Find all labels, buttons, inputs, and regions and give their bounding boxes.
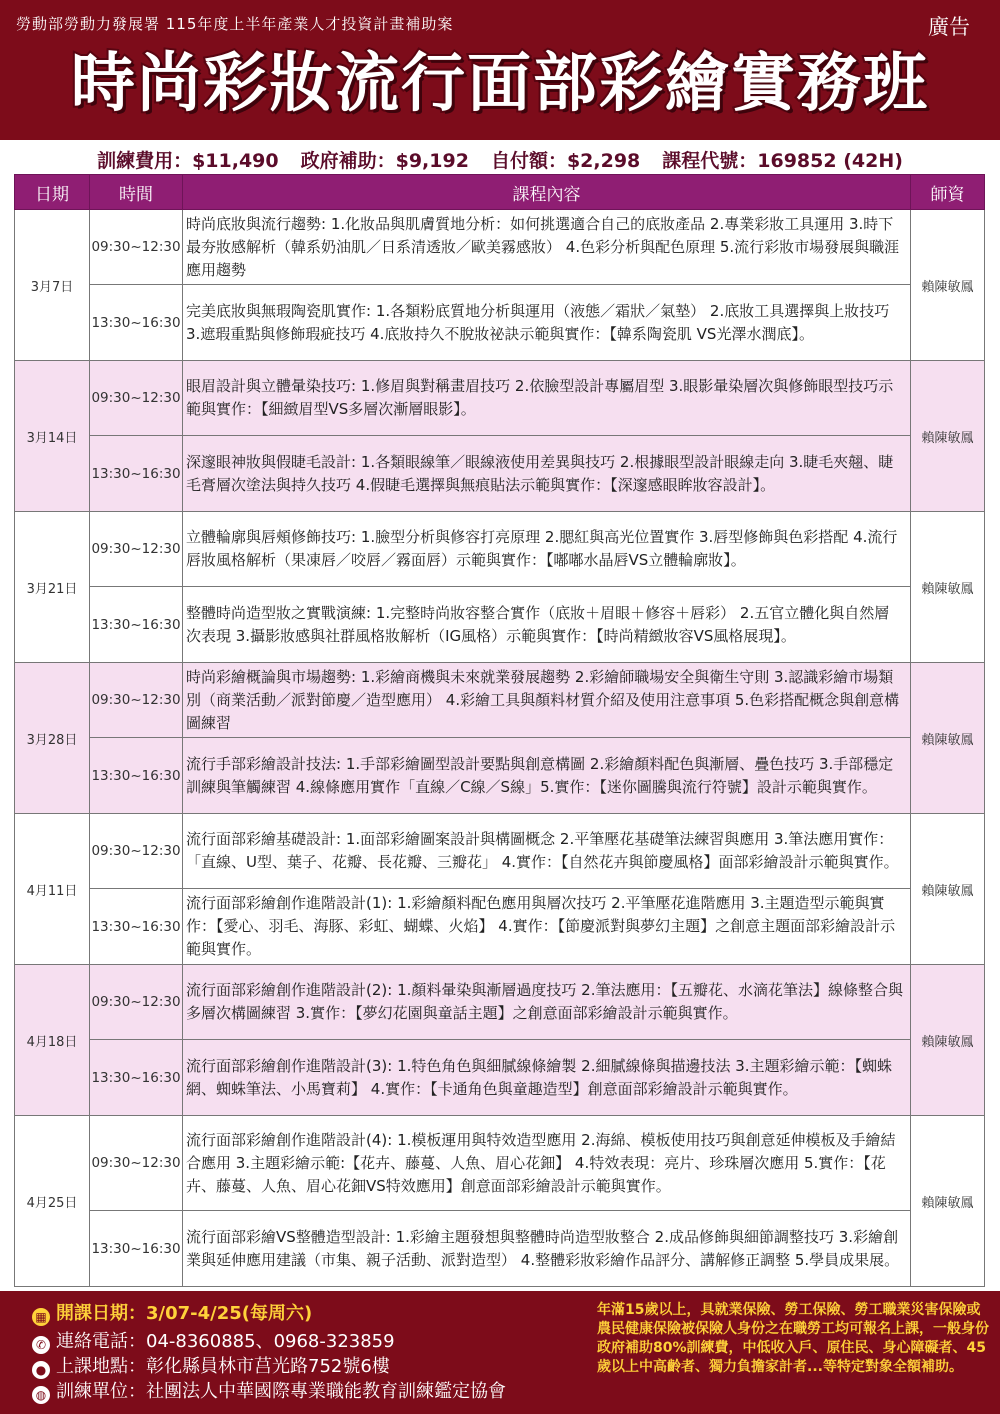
schedule-header-row xyxy=(15,175,985,210)
gov-subsidy: 政府補助：$9,192 xyxy=(300,150,469,172)
course-title: 時尚彩妝流行面部彩繪實務班 xyxy=(71,47,929,121)
session-content: 流行面部彩繪創作進階設計(4): 1.模板運用與特效造型應用 2.海綿、模板使用技巧與創意延伸模板及手繪結合應用 3.主題彩繪示範:【花卉、藤蔓、人魚、眉心花鈿】 4.特效表現：亮片、珍珠層次應用 5.實作：【花卉、藤蔓、人魚、眉心花鈿VS特效應用】創意面部彩繪設計示範與實作。 xyxy=(183,1116,911,1211)
session-teacher: 賴陳敏鳳 xyxy=(911,210,985,361)
session-teacher: 賴陳敏鳳 xyxy=(911,814,985,965)
contact-phone xyxy=(32,1327,395,1354)
session-content: 深邃眼神妝與假睫毛設計: 1.各類眼線筆／眼線液使用差異與技巧 2.根據眼型設計眼線走向 3.睫毛夾翹、睫毛膏層次塗法與持久技巧 4.假睫毛選擇與無痕貼法示範與實作：【深邃感眼眸妝容設計】。 xyxy=(183,436,911,512)
header-content: 課程內容 xyxy=(183,175,911,210)
session-time: 09:30~12:30 xyxy=(90,512,183,587)
session-content: 流行手部彩繪設計技法: 1.手部彩繪圖型設計要點與創意構圖 2.彩繪顏料配色與漸層、疊色技巧 3.手部穩定訓練與筆觸練習 4.線條應用實作「直線／C線／S線」5.實作：【迷你圖騰與流行符號】設計示範與實作。 xyxy=(183,738,911,814)
session-time: 13:30~16:30 xyxy=(90,1040,183,1116)
session-date: 3月28日 xyxy=(15,663,90,814)
table-row xyxy=(15,587,985,663)
open-date-text: 開課日期：3/07-4/25(每周六) xyxy=(56,1303,313,1324)
session-content: 時尚底妝與流行趨勢: 1.化妝品與肌膚質地分析：如何挑選適合自己的底妝產品 2.專業彩妝工具運用 3.時下最夯妝感解析（韓系奶油肌／日系清透妝／歐美霧感妝） 4.色彩分析與配色原理 5.流行彩妝市場發展與職涯應用趨勢 xyxy=(183,210,911,285)
session-content: 時尚彩繪概論與市場趨勢: 1.彩繪商機與未來就業發展趨勢 2.彩繪師職場安全與衛生守則 3.認識彩繪市場類別（商業活動／派對節慶／造型應用） 4.彩繪工具與顏料材質介紹及使用注意事項 5.色彩搭配概念與創意構圖練習 xyxy=(183,663,911,738)
table-row xyxy=(15,512,985,587)
phone-text: 連絡電話：04-8360885、0968-323859 xyxy=(56,1331,395,1352)
session-content: 流行面部彩繪創作進階設計(1): 1.彩繪顏料配色應用與層次技巧 2.平筆壓花進階應用 3.主題造型示範與實作：【愛心、羽毛、海豚、彩虹、蝴蝶、火焰】 4.實作：【節慶派對與夢幻主題】之創意主題面部彩繪設計示範與實作。 xyxy=(183,889,911,965)
session-content: 流行面部彩繪基礎設計: 1.面部彩繪圖案設計與構圖概念 2.平筆壓花基礎筆法練習與應用 3.筆法應用實作：「直線、U型、葉子、花瓣、長花瓣、三瓣花」 4.實作：【自然花卉與節慶風格】面部彩繪設計示範與實作。 xyxy=(183,814,911,889)
session-time: 13:30~16:30 xyxy=(90,738,183,814)
session-teacher: 賴陳敏鳳 xyxy=(911,965,985,1116)
session-time: 09:30~12:30 xyxy=(90,210,183,285)
session-teacher: 賴陳敏鳳 xyxy=(911,1116,985,1287)
session-time: 09:30~12:30 xyxy=(90,1116,183,1211)
session-time: 13:30~16:30 xyxy=(90,1211,183,1287)
session-content: 立體輪廓與唇頰修飾技巧: 1.臉型分析與修容打亮原理 2.腮紅與高光位置實作 3.唇型修飾與色彩搭配 4.流行唇妝風格解析（果凍唇／咬唇／霧面唇）示範與實作：【嘟嘟水晶唇VS立體輪廓妝】。 xyxy=(183,512,911,587)
class-location xyxy=(32,1352,390,1379)
fee-summary xyxy=(0,146,1000,173)
table-row xyxy=(15,1040,985,1116)
location-pin-icon: ● xyxy=(32,1361,50,1379)
session-content: 完美底妝與無瑕陶瓷肌實作: 1.各類粉底質地分析與運用（液態／霜狀／氣墊） 2.底妝工具選擇與上妝技巧 3.遮瑕重點與修飾瑕疵技巧 4.底妝持久不脫妝祕訣示範與實作：【韓系陶瓷肌 VS光澤水潤底】。 xyxy=(183,285,911,361)
session-time: 13:30~16:30 xyxy=(90,285,183,361)
subsidy-note: 年滿15歲以上，具就業保險、勞工保險、勞工職業災害保險或農民健康保險被保險人身份之在職勞工均可報名上課，一般身份政府補助80%訓練費，中低收入戶、原住民、身心障礙者、45歲以上中高齡者、獨力負擔家計者...等特定對象全額補助。 xyxy=(597,1302,989,1375)
course-code: 課程代號：169852 (42H) xyxy=(662,150,903,172)
header-date: 日期 xyxy=(15,175,90,210)
session-time: 09:30~12:30 xyxy=(90,965,183,1040)
session-date: 4月11日 xyxy=(15,814,90,965)
session-time: 13:30~16:30 xyxy=(90,436,183,512)
organizer-text: 訓練單位：社團法人中華國際專業職能教育訓練鑑定協會 xyxy=(56,1381,506,1402)
open-date xyxy=(32,1299,312,1326)
session-date: 4月18日 xyxy=(15,965,90,1116)
table-row xyxy=(15,436,985,512)
program-subtitle: 勞動部勞動力發展署 115年度上半年產業人才投資計畫補助案 xyxy=(16,15,454,33)
session-time: 13:30~16:30 xyxy=(90,889,183,965)
calendar-icon: ▦ xyxy=(32,1308,50,1326)
table-row xyxy=(15,1116,985,1211)
training-organizer xyxy=(32,1377,506,1404)
header-time: 時間 xyxy=(90,175,183,210)
table-row xyxy=(15,965,985,1040)
table-row xyxy=(15,814,985,889)
session-content: 流行面部彩繪創作進階設計(2): 1.顏料暈染與漸層過度技巧 2.筆法應用：【五瓣花、水滴花筆法】線條整合與多層次構圖練習 3.實作：【夢幻花園與童話主題】之創意面部彩繪設計示範與實作。 xyxy=(183,965,911,1040)
table-row xyxy=(15,889,985,965)
session-teacher: 賴陳敏鳳 xyxy=(911,512,985,663)
session-time: 09:30~12:30 xyxy=(90,814,183,889)
session-date: 3月7日 xyxy=(15,210,90,361)
session-content: 流行面部彩繪創作進階設計(3): 1.特色角色與細膩線條繪製 2.細膩線條與描邊技法 3.主題彩繪示範：【蜘蛛網、蜘蛛筆法、小馬寶莉】 4.實作：【卡通角色與童趣造型】創意面部彩繪設計示範與實作。 xyxy=(183,1040,911,1116)
table-row xyxy=(15,285,985,361)
phone-icon: ✆ xyxy=(32,1336,50,1354)
table-row xyxy=(15,210,985,285)
footer-info xyxy=(0,1291,1000,1414)
session-time: 09:30~12:30 xyxy=(90,663,183,738)
table-row xyxy=(15,663,985,738)
session-time: 13:30~16:30 xyxy=(90,587,183,663)
header-teacher: 師資 xyxy=(911,175,985,210)
training-fee: 訓練費用：$11,490 xyxy=(97,150,279,172)
self-pay: 自付額：$2,298 xyxy=(490,150,641,172)
header-banner xyxy=(0,0,1000,140)
session-teacher: 賴陳敏鳳 xyxy=(911,361,985,512)
table-row xyxy=(15,361,985,436)
globe-icon: ◍ xyxy=(32,1386,50,1404)
table-row xyxy=(15,738,985,814)
session-date: 4月25日 xyxy=(15,1116,90,1287)
session-content: 眼眉設計與立體暈染技巧: 1.修眉與對稱畫眉技巧 2.依臉型設計專屬眉型 3.眼影暈染層次與修飾眼型技巧示範與實作：【細緻眉型VS多層次漸層眼影】。 xyxy=(183,361,911,436)
table-row xyxy=(15,1211,985,1287)
session-content: 整體時尚造型妝之實戰演練: 1.完整時尚妝容整合實作（底妝＋眉眼＋修容＋唇彩） 2.五官立體化與自然層次表現 3.攝影妝感與社群風格妝解析（IG風格）示範與實作：【時尚精緻妝容VS風格展現】。 xyxy=(183,587,911,663)
location-text: 上課地點：彰化縣員林市莒光路752號6樓 xyxy=(56,1356,390,1377)
schedule-table xyxy=(14,174,985,1287)
session-date: 3月14日 xyxy=(15,361,90,512)
session-content: 流行面部彩繪VS整體造型設計: 1.彩繪主題發想與整體時尚造型妝整合 2.成品修飾與細節調整技巧 3.彩繪創業與延伸應用建議（市集、親子活動、派對造型） 4.整體彩妝彩繪作品評分、講解修正調整 5.學員成果展。 xyxy=(183,1211,911,1287)
session-teacher: 賴陳敏鳳 xyxy=(911,663,985,814)
session-time: 09:30~12:30 xyxy=(90,361,183,436)
ad-label: 廣告 xyxy=(928,15,970,39)
session-date: 3月21日 xyxy=(15,512,90,663)
